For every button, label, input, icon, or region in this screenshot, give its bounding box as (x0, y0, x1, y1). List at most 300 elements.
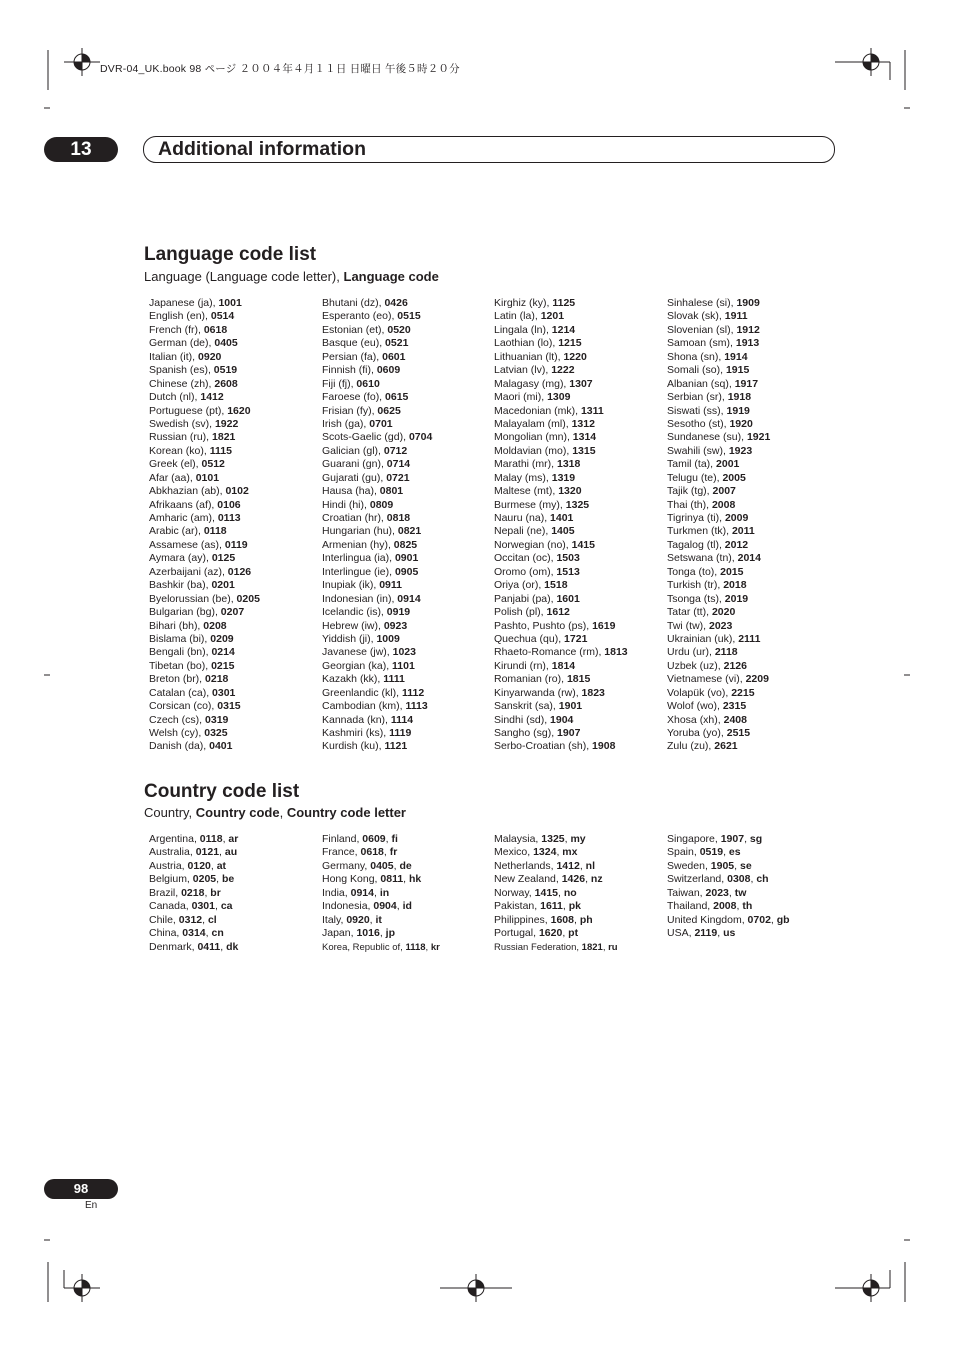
language-code-item (322, 445, 432, 458)
country-code: 0405 (370, 859, 394, 872)
language-name: Slovak (sk), (667, 310, 725, 323)
language-code-item (667, 378, 770, 391)
language-code: 0401 (209, 740, 233, 753)
country-code-item: Indonesia, 0904, id (322, 900, 412, 913)
language-code-item (494, 472, 628, 485)
language-code-item (667, 566, 770, 579)
language-code: 2005 (722, 471, 746, 484)
language-code-item (322, 351, 432, 364)
language-name: Frisian (fy), (322, 404, 378, 417)
language-code-item (494, 552, 628, 565)
language-name: Thai (th), (667, 498, 712, 511)
language-code-item (322, 297, 432, 310)
language-code-item (494, 378, 628, 391)
language-code: 1919 (726, 404, 750, 417)
country-code: 0411 (197, 940, 221, 953)
country-code-item: Portugal, 1620, pt (494, 927, 579, 940)
language-code: 0618 (203, 323, 228, 336)
language-code-item (149, 431, 260, 444)
country-code-item: Hong Kong, 0811, hk (322, 873, 422, 886)
country-code: 0118 (199, 833, 223, 845)
language-code: 2020 (711, 606, 736, 619)
language-code: 0301 (212, 686, 236, 699)
language-code-item (494, 525, 628, 538)
language-code: 1320 (558, 485, 582, 498)
language-code: 0325 (204, 727, 228, 739)
language-code-item (322, 606, 432, 619)
language-code: 1220 (563, 350, 587, 363)
country-code-item: Norway, 1415, no (494, 886, 577, 899)
country-code: 0205 (192, 873, 217, 886)
country-letter: id (402, 900, 412, 913)
language-name: Slovenian (sl), (667, 323, 737, 336)
language-name: Macedonian (mk), (494, 404, 581, 417)
language-name: Malagasy (mg), (494, 377, 570, 390)
country-name: Belgium, (149, 873, 193, 886)
language-code: 1318 (557, 458, 581, 471)
country-letter: at (216, 859, 227, 872)
country-code-item: Pakistan, 1611, pk (494, 900, 581, 913)
language-code: 0426 (384, 297, 408, 309)
language-code: 1918 (727, 391, 752, 404)
country-letter: gb (776, 913, 790, 926)
country-letter: it (375, 913, 382, 926)
language-code-item (494, 673, 628, 686)
language-code-item (667, 364, 770, 377)
language-name: Afrikaans (af), (149, 498, 218, 511)
language-code: 0825 (393, 538, 418, 551)
language-code-item (494, 740, 628, 753)
language-code: 1114 (390, 713, 414, 726)
country-letter: de (399, 859, 412, 872)
language-name: French (fr), (149, 323, 204, 336)
country-code-item: Italy, 0920, it (322, 913, 382, 926)
language-code-item (494, 727, 628, 740)
language-code: 0625 (377, 404, 401, 417)
language-name: Latvian (lv), (494, 364, 552, 377)
language-name: Persian (fa), (322, 350, 383, 363)
country-code: 0308 (727, 873, 751, 886)
language-code-item (149, 660, 260, 673)
language-name: Kannada (kn), (322, 713, 391, 726)
country-letter: be (221, 873, 235, 886)
language-name: Kirundi (rn), (494, 659, 552, 672)
country-code: 0120 (187, 859, 211, 872)
language-code: 2126 (723, 659, 747, 672)
language-name: Yoruba (yo), (667, 727, 727, 739)
language-code-item (322, 472, 432, 485)
language-code-item (149, 539, 260, 552)
language-code-item (322, 620, 432, 633)
country-name: Indonesia, (322, 900, 374, 913)
language-name: Hungarian (hu), (322, 525, 398, 538)
language-code-item (149, 633, 260, 646)
language-code-item (494, 297, 628, 310)
country-code-item: Finland, 0609, fi (322, 833, 398, 845)
country-letter: fr (389, 846, 398, 859)
language-code: 2023 (709, 619, 733, 632)
language-code-item (667, 620, 770, 633)
country-name: New Zealand, (494, 873, 562, 886)
language-code: 0512 (201, 458, 225, 471)
language-name: Oriya (or), (494, 579, 545, 592)
country-code-item: New Zealand, 1426, nz (494, 873, 603, 886)
country-code-item: Spain, 0519, es (667, 846, 741, 859)
language-code: 0714 (386, 458, 411, 471)
language-code: 0901 (394, 552, 419, 565)
language-code-item (667, 525, 770, 538)
language-code-item (667, 539, 770, 552)
language-code-item (494, 593, 628, 606)
country-name: India, (322, 886, 351, 899)
country-name: Malaysia, (494, 833, 542, 845)
language-code: 1619 (592, 619, 616, 632)
language-code: 0209 (210, 632, 234, 645)
country-name: Japan, (322, 927, 357, 940)
language-name: Galician (gl), (322, 444, 384, 457)
language-name: Sanskrit (sa), (494, 700, 559, 713)
language-name: Romanian (ro), (494, 673, 567, 686)
language-name: Samoan (sm), (667, 337, 736, 350)
country-code-item: China, 0314, cn (149, 927, 224, 940)
country-code-item: France, 0618, fr (322, 846, 398, 859)
country-code-item: Netherlands, 1412, nl (494, 859, 595, 872)
language-code: 1813 (604, 646, 628, 659)
language-name: Cambodian (km), (322, 700, 406, 713)
language-name: Sundanese (su), (667, 431, 747, 444)
language-code: 0919 (386, 606, 411, 619)
language-code-item (667, 351, 770, 364)
country-letter: pt (568, 927, 579, 940)
language-code: 0801 (379, 485, 404, 498)
language-name: Amharic (am), (149, 512, 218, 524)
language-name: Corsican (co), (149, 700, 218, 713)
country-name: Thailand, (667, 900, 714, 913)
language-name: Pashto, Pushto (ps), (494, 619, 593, 632)
language-code-item (149, 310, 260, 323)
country-code-item: Belgium, 0205, be (149, 873, 235, 886)
country-letter: es (728, 846, 741, 859)
country-name: Spain, (667, 846, 700, 859)
language-name: Nauru (na), (494, 512, 551, 524)
language-code-item (667, 431, 770, 444)
language-code-item (667, 579, 770, 592)
language-code: 1401 (550, 512, 574, 524)
language-name: Sesotho (st), (667, 417, 730, 430)
language-code: 1921 (746, 431, 771, 444)
language-code: 0201 (211, 579, 235, 592)
language-code: 2019 (724, 592, 749, 605)
language-code: 1922 (214, 417, 239, 430)
language-name: Icelandic (is), (322, 606, 387, 619)
language-code-item (667, 445, 770, 458)
country-code: 1426 (561, 873, 586, 886)
language-code: 0818 (386, 512, 411, 524)
language-code-item (667, 337, 770, 350)
language-code: 1023 (392, 646, 416, 659)
language-code: 1911 (724, 310, 748, 323)
language-name: Faroese (fo), (322, 391, 386, 404)
language-name: Afar (aa), (149, 471, 196, 484)
language-code: 1214 (551, 323, 576, 336)
language-code-item (322, 539, 432, 552)
language-code: 0319 (205, 713, 229, 726)
language-name: Kurdish (ku), (322, 740, 385, 753)
language-name: Assamese (as), (149, 538, 225, 551)
country-code: 0314 (182, 927, 206, 940)
language-code: 2014 (737, 552, 761, 565)
language-name: Hindi (hi), (322, 498, 370, 511)
country-code: 0609 (362, 833, 386, 845)
language-name: Twi (tw), (667, 619, 709, 632)
language-name: Esperanto (eo), (322, 310, 398, 323)
language-name: Catalan (ca), (149, 686, 213, 699)
language-code-item (149, 445, 260, 458)
language-code: 0521 (385, 337, 409, 350)
country-code-item: Philippines, 1608, ph (494, 913, 593, 926)
language-name: Inupiak (ik), (322, 579, 380, 592)
language-name: Abkhazian (ab), (149, 485, 226, 498)
language-name: Russian (ru), (149, 431, 213, 444)
language-code-item (494, 445, 628, 458)
language-code-item (667, 727, 770, 740)
language-code: 1222 (551, 364, 575, 377)
language-name: Irish (ga), (322, 417, 370, 430)
language-code: 0101 (195, 471, 220, 484)
language-code: 1325 (565, 498, 590, 511)
page-number-badge: 98 (44, 1179, 118, 1199)
language-section-title: Language code list (144, 244, 317, 265)
language-name: Tigrinya (ti), (667, 512, 725, 524)
language-name: Polish (pl), (494, 606, 547, 619)
language-name: Ukrainian (uk), (667, 632, 739, 645)
language-code: 2018 (723, 579, 747, 592)
language-code: 0911 (379, 579, 402, 592)
language-code: 1908 (592, 740, 616, 753)
country-letter: fi (391, 833, 398, 845)
language-code-item (494, 633, 628, 646)
language-code-item (667, 297, 770, 310)
language-code-item (667, 324, 770, 337)
language-code-item (149, 579, 260, 592)
language-code-item (494, 337, 628, 350)
country-name: Korea, Republic of, (322, 941, 406, 953)
language-name: Portuguese (pt), (149, 404, 228, 417)
country-code: 1905 (710, 859, 735, 872)
language-code: 1821 (212, 431, 236, 444)
language-code: 1101 (392, 659, 415, 672)
language-column-1 (149, 297, 260, 754)
language-name: Albanian (sq), (667, 377, 735, 390)
country-code: 2008 (713, 900, 737, 913)
language-name: Malayalam (ml), (494, 417, 572, 430)
language-name: Azerbaijani (az), (149, 565, 228, 578)
language-code-item (322, 633, 432, 646)
country-column-2 (322, 833, 440, 954)
country-code: 1608 (550, 913, 574, 926)
country-name: Singapore, (667, 833, 721, 845)
language-name: Fiji (fj), (322, 377, 357, 390)
language-code-item (667, 405, 770, 418)
country-code-item: Thailand, 2008, th (667, 900, 753, 913)
language-code: 0923 (383, 619, 408, 632)
language-code: 1312 (571, 417, 595, 430)
country-code: 1325 (541, 833, 565, 845)
language-name: Quechua (qu), (494, 632, 565, 645)
country-letter: no (563, 886, 577, 899)
language-name: Hausa (ha), (322, 485, 380, 498)
language-code: 0118 (203, 525, 227, 538)
language-code: 0214 (211, 646, 235, 659)
language-code: 0704 (408, 431, 433, 444)
language-code: 1721 (564, 632, 588, 645)
language-name: Shona (sn), (667, 350, 725, 363)
language-code: 0215 (211, 659, 235, 672)
language-name: Tonga (to), (667, 565, 721, 578)
language-name: Kazakh (kk), (322, 673, 384, 686)
language-name: Tatar (tt), (667, 606, 712, 619)
language-code-item (667, 660, 770, 673)
language-code: 0905 (394, 565, 419, 578)
country-name: Argentina, (149, 833, 200, 845)
language-code-item (149, 499, 260, 512)
language-code-item (149, 378, 260, 391)
language-code-item (322, 485, 432, 498)
language-name: Bashkir (ba), (149, 579, 212, 592)
language-code-item (149, 673, 260, 686)
language-code: 1115 (209, 444, 232, 457)
language-code: 0205 (236, 592, 260, 605)
country-letter: jp (385, 927, 395, 940)
language-code: 2408 (723, 713, 747, 726)
language-name: Tamil (ta), (667, 458, 717, 471)
language-code: 0126 (227, 565, 252, 578)
language-code: 0125 (211, 552, 236, 565)
language-code-item (322, 566, 432, 579)
language-name: Breton (br), (149, 673, 206, 686)
language-code-item (667, 552, 770, 565)
language-name: Bihari (bh), (149, 619, 204, 632)
language-code-item (494, 310, 628, 323)
language-name: Estonian (et), (322, 323, 388, 336)
country-name: Taiwan, (667, 886, 706, 899)
country-code: 1907 (720, 833, 745, 845)
language-code: 1912 (736, 323, 760, 336)
language-name: Turkish (tr), (667, 579, 724, 592)
language-name: Georgian (ka), (322, 659, 393, 672)
language-name: Bulgarian (bg), (149, 606, 221, 619)
language-name: Serbo-Croatian (sh), (494, 740, 593, 753)
language-code: 0610 (356, 377, 380, 390)
country-name: Australia, (149, 846, 196, 859)
language-code-item (494, 391, 628, 404)
country-code-item: Japan, 1016, jp (322, 927, 395, 940)
language-code-item (149, 405, 260, 418)
language-code-item (494, 700, 628, 713)
language-name: Maori (mi), (494, 391, 548, 404)
language-name: Maltese (mt), (494, 485, 559, 498)
language-code: 2012 (724, 538, 749, 551)
language-name: Oromo (om), (494, 565, 557, 578)
language-name: Greenlandic (kl), (322, 686, 402, 699)
language-code: 0106 (217, 498, 241, 511)
language-name: Burmese (my), (494, 498, 566, 511)
country-name: Germany, (322, 859, 371, 872)
language-code-item (494, 620, 628, 633)
language-name: Arabic (ar), (149, 525, 204, 538)
country-name: France, (322, 846, 361, 859)
country-name: Mexico, (494, 846, 534, 859)
language-code-item (149, 324, 260, 337)
language-code-item (322, 378, 432, 391)
country-code-item: Australia, 0121, au (149, 846, 238, 859)
language-name: Tibetan (bo), (149, 659, 212, 672)
country-column-1 (149, 833, 238, 954)
country-letter: pk (568, 900, 581, 913)
language-code-item (149, 391, 260, 404)
language-code-item (667, 310, 770, 323)
language-code-item (322, 673, 432, 686)
language-code: 1923 (728, 444, 753, 457)
language-name: Serbian (sr), (667, 391, 728, 404)
language-code: 2111 (738, 632, 761, 645)
language-code: 1412 (200, 391, 224, 404)
language-code: 0601 (382, 350, 406, 363)
language-code: 0609 (376, 364, 401, 377)
language-code: 0712 (383, 444, 408, 457)
language-name: Kirghiz (ky), (494, 297, 553, 309)
language-code: 2011 (731, 525, 755, 538)
language-code: 1814 (551, 659, 576, 672)
language-code-item (494, 566, 628, 579)
language-name: Scots-Gaelic (gd), (322, 431, 409, 444)
language-code-item (322, 458, 432, 471)
language-code-item (149, 472, 260, 485)
language-code: 1920 (729, 417, 753, 430)
country-code: 1415 (534, 886, 559, 899)
country-name: Pakistan, (494, 900, 541, 913)
language-code-item (149, 418, 260, 431)
language-code: 1815 (566, 673, 591, 686)
language-code-item (322, 593, 432, 606)
language-code-item (667, 646, 770, 659)
language-name: Latin (la), (494, 310, 541, 323)
language-code-item (149, 337, 260, 350)
language-code-item (149, 700, 260, 713)
language-name: Mongolian (mn), (494, 431, 573, 444)
country-code-item: Germany, 0405, de (322, 859, 412, 872)
country-letter: ph (579, 913, 593, 926)
language-name: Greek (el), (149, 458, 202, 471)
language-code-item (149, 297, 260, 310)
language-name: Malay (ms), (494, 471, 552, 484)
language-code: 1913 (735, 337, 760, 350)
country-name: Austria, (149, 859, 188, 872)
country-code-item: United Kingdom, 0702, gb (667, 913, 790, 926)
language-code-item (494, 539, 628, 552)
language-code: 0113 (217, 512, 241, 524)
language-code: 0809 (369, 498, 394, 511)
language-code: 1314 (572, 431, 597, 444)
language-code-item (667, 673, 770, 686)
language-code-item (667, 714, 770, 727)
language-code: 2621 (714, 740, 738, 753)
country-letter: nl (585, 859, 595, 872)
language-code-item (494, 606, 628, 619)
language-code: 1513 (556, 565, 580, 578)
language-code: 1315 (572, 444, 596, 457)
language-name: Bhutani (dz), (322, 297, 385, 309)
